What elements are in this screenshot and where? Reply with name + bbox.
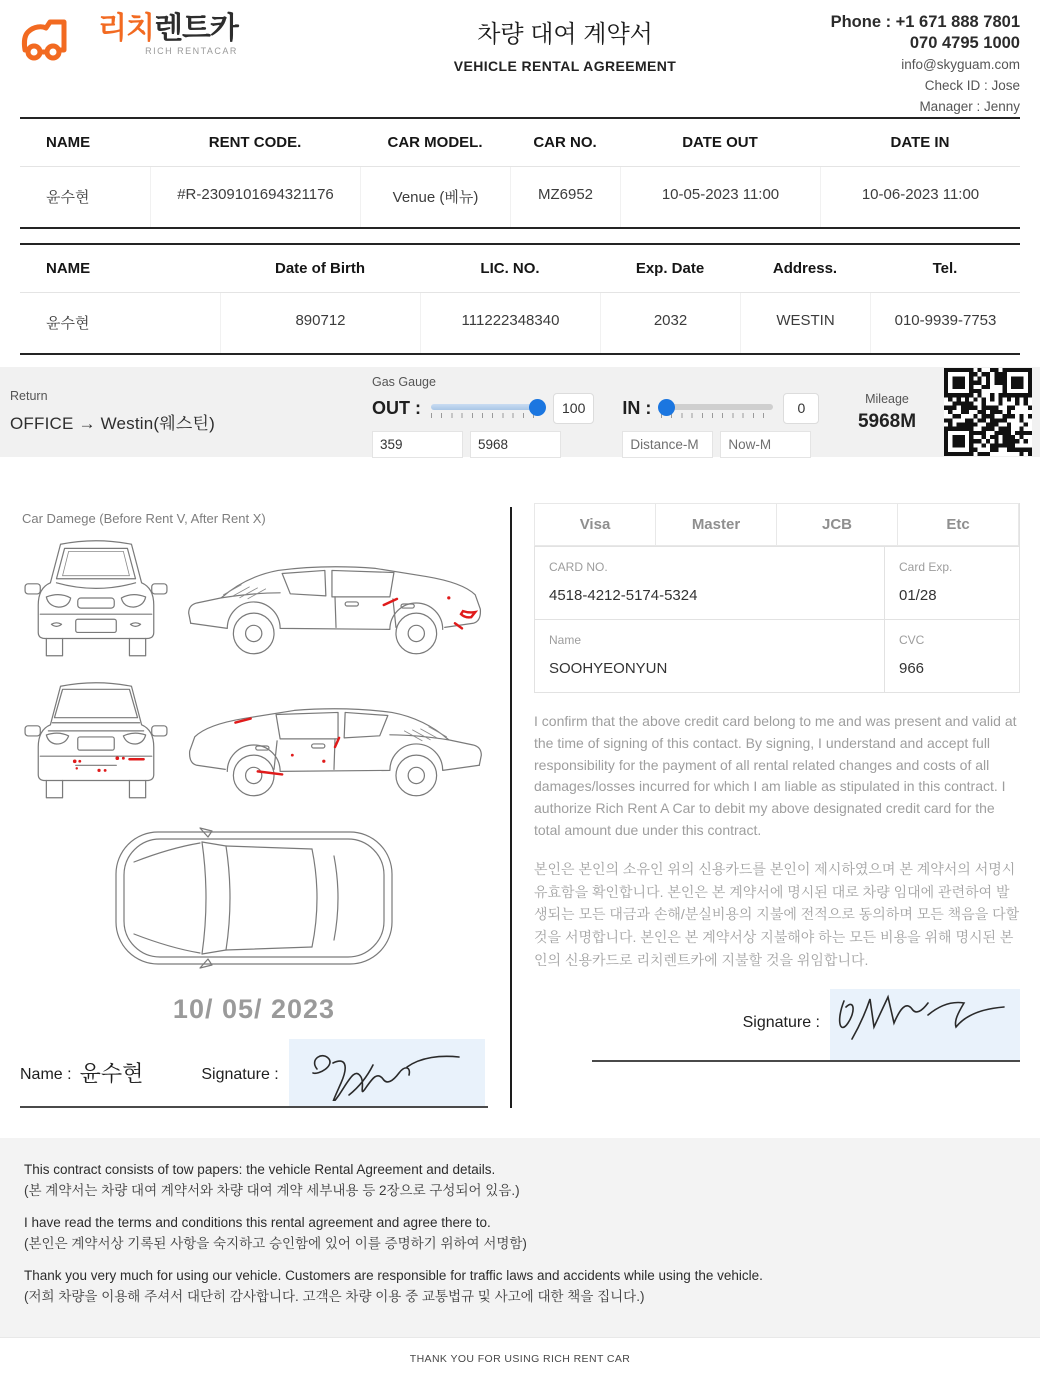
cell-lic-no: 111222348340	[420, 293, 600, 353]
contact-info	[780, 10, 1020, 117]
gas-gauge-block	[372, 367, 832, 457]
note-2-ko: (본인은 계약서상 기록된 사항을 숙지하고 승인함에 있어 이를 증명하기 위하여 서명함)	[24, 1235, 527, 1251]
payment-column	[512, 497, 1020, 1108]
card-number-value: 4518-4212-5174-5324	[549, 587, 698, 604]
cell-birth: 890712	[220, 293, 420, 353]
qr-code	[942, 367, 1040, 457]
logo-text-rich: 리치	[98, 12, 154, 45]
card-exp-cell[interactable]	[884, 547, 1019, 619]
cell-car-model: Venue (베뉴)	[360, 167, 510, 227]
car-logo-icon	[20, 14, 94, 71]
car-top-view	[104, 816, 404, 980]
main-section	[20, 497, 1020, 1108]
page-title-english: VEHICLE RENTAL AGREEMENT	[453, 58, 677, 74]
driver-table-header	[20, 245, 1020, 293]
cell-car-no: MZ6952	[510, 167, 620, 227]
page-footer	[0, 1337, 1040, 1376]
out-mileage-input-2[interactable]	[470, 431, 561, 458]
credit-card-table	[534, 503, 1020, 693]
car-side-view-right	[182, 542, 488, 668]
return-label: Return	[10, 389, 48, 403]
note-1-en: This contract consists of tow papers: the vehicle Rental Agreement and details.	[24, 1162, 496, 1177]
check-id: Check ID : Jose	[924, 78, 1020, 93]
renter-name-label: Name :	[20, 1066, 72, 1083]
renter-signature-pad[interactable]	[289, 1039, 485, 1106]
col-date-in: DATE IN	[890, 134, 950, 151]
driver-info-table	[20, 243, 1020, 355]
in-gauge-slider[interactable]	[661, 398, 773, 418]
card-cvc-value: 966	[899, 660, 925, 677]
col-date-out: DATE OUT	[682, 134, 758, 151]
note-2-en: I have read the terms and conditions this rental agreement and agree there to.	[24, 1214, 491, 1230]
card-holder-label: Name	[549, 633, 582, 647]
page-title-block	[350, 10, 780, 74]
gauge-out-group	[372, 393, 594, 458]
cell-rent-code: #R-2309101694321176	[150, 167, 360, 227]
card-exp-label: Card Exp.	[899, 560, 953, 574]
col-car-no: CAR NO.	[533, 134, 597, 151]
card-brand-tabs	[535, 504, 1019, 546]
cell-date-out: 10-05-2023 11:00	[620, 167, 820, 227]
car-side-view-left	[182, 684, 488, 810]
mileage-block	[832, 367, 942, 457]
cell-driver-name: 윤수현	[46, 315, 90, 332]
col-rent-code: RENT CODE.	[208, 134, 302, 151]
col-exp-date: Exp. Date	[635, 260, 705, 277]
out-slider-track[interactable]	[431, 404, 543, 410]
card-cvc-label: CVC	[899, 633, 925, 647]
driver-table-row	[20, 293, 1020, 353]
terms-notes	[0, 1138, 1040, 1337]
card-number-label: CARD NO.	[549, 560, 608, 574]
return-route: OFFICE → Westin(웨스틴)	[10, 414, 216, 433]
note-3-ko: (저희 차량을 이용해 주셔서 대단히 감사합니다. 고객은 차량 이용 중 교통법규 및 사고에 대한 책을 집니다.)	[24, 1288, 645, 1304]
mileage-value: 5968M	[857, 411, 917, 432]
car-damage-title: Car Damege (Before Rent V, After Rent X)	[22, 511, 266, 526]
mileage-label: Mileage	[865, 392, 909, 406]
damage-column	[20, 497, 498, 1108]
logo-text-rentcar: 렌트카	[153, 12, 238, 45]
page-title-korean: 차량 대여 계약서	[477, 21, 653, 48]
col-driver-name: NAME	[46, 260, 91, 277]
col-birth: Date of Birth	[275, 260, 365, 277]
out-slider-thumb[interactable]	[529, 399, 546, 416]
in-slider-track[interactable]	[661, 404, 773, 410]
tab-master[interactable]: Master	[655, 503, 777, 546]
confirmation-text-korean: 본인은 본인의 소유인 위의 신용카드를 본인이 제시하였으며 본 계약서의 서명시 유효함을 확인합니다. 본인은 본 계약서에 명시된 대로 차량 임대에 관련하여 발생되는 모든 대금과 손해/분실비용의 지불에 전적으로 동의하며 모든 책음을 다할 것을 서명합니다. 본인은 본 계약서상 지불해야 하는 모든 비용을 위해 명시된 본인의 신용카드로 리치렌트카에 지불할 것을 위임합니다.	[534, 860, 1020, 968]
tab-visa[interactable]: Visa	[534, 503, 656, 546]
out-label: OUT :	[372, 397, 421, 418]
header	[0, 0, 1040, 117]
renter-name-value: 윤수현	[79, 1061, 144, 1086]
col-car-model: CAR MODEL.	[387, 134, 483, 151]
out-mileage-input-1[interactable]	[372, 431, 463, 458]
tab-etc[interactable]: Etc	[897, 503, 1019, 546]
in-label: IN :	[622, 397, 652, 418]
renter-signature-row	[20, 1039, 488, 1108]
card-cvc-cell[interactable]	[884, 620, 1019, 692]
note-3-en: Thank you very much for using our vehicle. Customers are responsible for traffic laws and accidents while using the vehicle.	[24, 1267, 763, 1283]
logo-subtitle: RICH RENTACAR	[145, 46, 238, 56]
cell-exp-date: 2032	[600, 293, 740, 353]
cell-tel: 010-9939-7753	[870, 293, 1020, 353]
phone-line-1: Phone : +1 671 888 7801	[830, 13, 1020, 31]
out-value-box[interactable]: 100	[553, 393, 594, 424]
rental-info-table	[20, 117, 1020, 229]
renter-signature-label: Signature :	[201, 1066, 279, 1083]
out-slider-ticks	[431, 413, 543, 418]
cardholder-signature-row	[592, 989, 1020, 1062]
cardholder-signature-pad[interactable]	[830, 989, 1020, 1060]
logo-wordmark	[98, 14, 238, 44]
card-exp-value: 01/28	[899, 587, 937, 604]
rental-table-row	[20, 167, 1020, 227]
car-rear-view	[20, 672, 172, 810]
rental-table-header	[20, 119, 1020, 167]
now-mileage-input[interactable]	[720, 431, 811, 458]
col-tel: Tel.	[932, 260, 958, 277]
card-number-cell[interactable]	[535, 547, 884, 619]
cell-address: WESTIN	[740, 293, 870, 353]
out-gauge-slider[interactable]	[431, 398, 543, 418]
confirmation-text-english: I confirm that the above credit card belong to me and was present and valid at the time of signing of this contact. By signing, I understand and accept full responsibility for the payment of all rental related changes and costs of all damages/losses incurred for which I am liable as stipulated in this contract. I authorize Rich Rent A Car to debit my above designated credit card for the total amount due under this contract.	[534, 713, 1017, 839]
in-value-box[interactable]: 0	[783, 393, 819, 424]
gauge-in-group	[622, 393, 819, 458]
in-slider-ticks	[661, 413, 773, 418]
col-address: Address.	[772, 260, 838, 277]
cardholder-signature-label: Signature :	[742, 1014, 820, 1032]
distance-input[interactable]	[622, 431, 713, 458]
tab-jcb[interactable]: JCB	[776, 503, 898, 546]
email: info@skyguam.com	[901, 57, 1020, 72]
footer-thanks-text: THANK YOU FOR USING RICH RENT CAR	[0, 1337, 1040, 1376]
cell-name: 윤수현	[46, 189, 90, 206]
car-damage-diagram[interactable]	[20, 530, 488, 980]
return-block	[0, 367, 372, 457]
note-1-ko: (본 계약서는 차량 대여 계약서와 차량 대여 계약 세부내용 등 2장으로 구성되어 있음.)	[24, 1182, 520, 1198]
gas-gauge-title: Gas Gauge	[372, 375, 436, 389]
card-holder-cell[interactable]	[535, 620, 884, 692]
manager: Manager : Jenny	[919, 99, 1020, 114]
cell-date-in: 10-06-2023 11:00	[820, 167, 1020, 227]
contract-date: 10/ 05/ 2023	[172, 994, 336, 1024]
gas-gauge-strip	[0, 367, 1040, 457]
col-lic-no: LIC. NO.	[480, 260, 540, 277]
phone-line-2: 070 4795 1000	[909, 34, 1020, 52]
car-front-view	[20, 530, 172, 668]
logo	[20, 10, 350, 71]
col-name: NAME	[46, 134, 91, 151]
card-holder-value: SOOHYEONYUN	[549, 660, 668, 677]
